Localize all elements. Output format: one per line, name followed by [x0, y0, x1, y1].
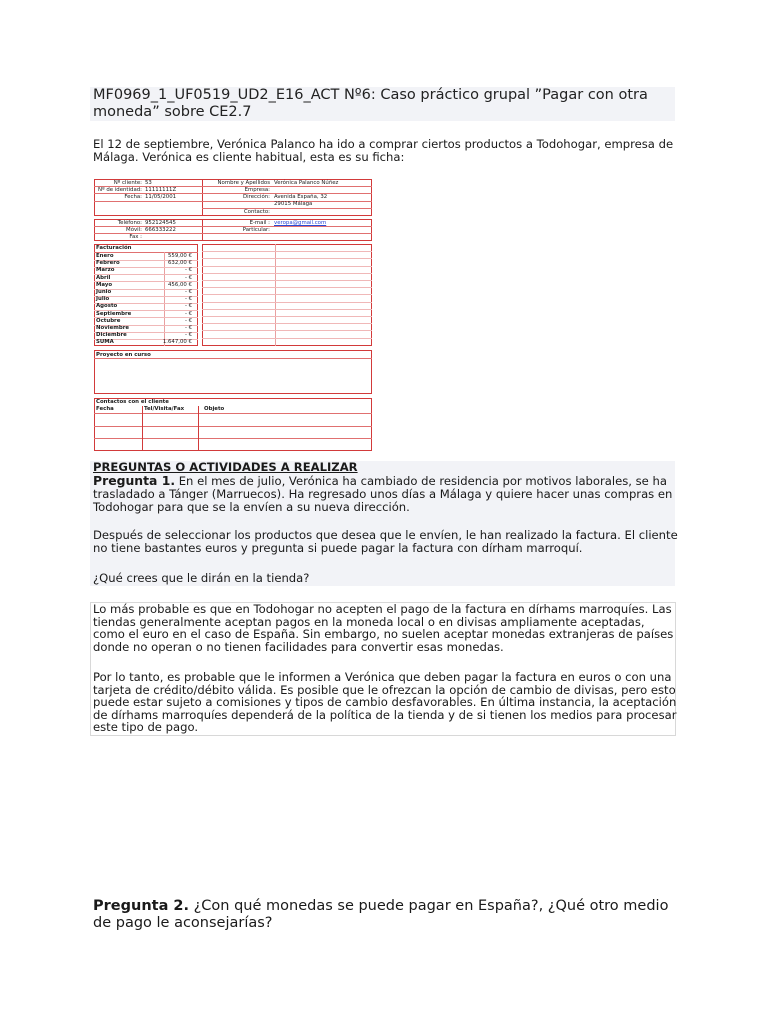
question-2-label: Pregunta 2. [93, 898, 189, 914]
mobile-label: Móvil: [126, 227, 142, 233]
client-number-label: Nº cliente: [113, 180, 142, 186]
date-label: Fecha: [124, 194, 142, 200]
billing-side-divider [202, 323, 372, 324]
particular-label: Particular: [242, 227, 270, 233]
contacts-heading: Contactos con el cliente [96, 399, 169, 405]
answer-paragraph-2: Por lo tanto, es probable que le informen a Verónica que deben pagar la factura en euros o con una tarjeta de crédito/débito válida. Es posible que le ofrezcan la opción de cambio de divisas, pero esto puede estar sujeto a comisiones y tipos de cambio desfavorables. En última instancia, la aceptación de dírhams marroquíes dependerá de la política de la tienda y de si tienen los medios para procesar este tipo de pago. [93, 670, 677, 735]
phone-value: 952124545 [145, 220, 176, 226]
billing-month-currency: € [188, 332, 192, 339]
intro-paragraph: El 12 de septiembre, Verónica Palanco ha ido a comprar ciertos productos a Todohogar, empresa de Málaga. Verónica es cliente habitual, esta es su ficha: [93, 137, 674, 165]
billing-side-divider [202, 251, 372, 252]
billing-month-value: 1.647,00 € [162, 339, 192, 346]
id-number-label: Nº de identidad: [98, 187, 142, 193]
billing-month-value: 632,00 € [167, 260, 192, 267]
billing-month-label: Enero [96, 253, 114, 259]
billing-heading: Facturación [96, 245, 132, 251]
billing-month-currency: € [188, 274, 192, 281]
question-1-label: Pregunta 1. [93, 473, 176, 488]
billing-month-label: Agosto [96, 303, 118, 310]
billing-month-currency: € [188, 296, 192, 303]
question-2-text: ¿Con qué monedas se puede pagar en España?, ¿Qué otro medio de pago le aconsejarías? [93, 898, 669, 931]
question-2 [93, 898, 678, 932]
address-line2: 29015 Málaga [274, 201, 313, 207]
billing-month-label: Junio [96, 289, 112, 295]
billing-month-value: - [185, 289, 187, 295]
billing-month-value: - [185, 332, 187, 339]
answer-paragraph-1: Lo más probable es que en Todohogar no acepten el pago de la factura en dírhams marroquíes. Las tiendas generalmente aceptan pagos en la moneda local o en divisas ampliamente aceptadas, como el euro en el caso de España. Sin embargo, no suelen aceptar monedas extranjeras de países donde no operan o no tienen facilidades para convertir esas monedas. [93, 602, 674, 654]
address-line1: Avenida España, 32 [274, 194, 328, 200]
contacts-col-object: Objeto [204, 406, 225, 412]
billing-side-divider [202, 316, 372, 317]
billing-side-divider [202, 309, 372, 310]
address-label: Dirección: [242, 194, 270, 200]
fax-label: Fax : [129, 234, 142, 240]
company-label: Empresa: [244, 187, 270, 193]
billing-month-label: Octubre [96, 317, 121, 324]
project-heading: Proyecto en curso [96, 352, 151, 358]
billing-month-label: Julio [96, 296, 110, 303]
billing-month-currency: € [188, 317, 192, 324]
billing-side-divider [202, 294, 372, 295]
client-card [94, 179, 372, 451]
billing-month-label: Noviembre [96, 325, 130, 331]
billing-side-divider [202, 258, 372, 259]
questions-heading: PREGUNTAS O ACTIVIDADES A REALIZAR [93, 460, 358, 474]
mobile-value: 666333222 [145, 227, 176, 233]
billing-month-value: - [185, 274, 187, 281]
email-label: E-mail : [249, 220, 270, 226]
billing-month-value: - [185, 310, 187, 317]
billing-month-label: Septiembre [96, 310, 132, 317]
name-label: Nombre y Apellidos [217, 180, 270, 186]
billing-side-divider [202, 330, 372, 331]
billing-month-value: 456,00 € [167, 281, 192, 288]
email-link[interactable]: veropa@gmail.com [274, 220, 327, 226]
billing-month-row [96, 339, 192, 346]
billing-month-currency: € [188, 267, 192, 274]
billing-side-divider [202, 287, 372, 288]
billing-month-label: Diciembre [96, 332, 127, 339]
question-1-text: En el mes de julio, Verónica ha cambiado de residencia por motivos laborales, se ha trasladado a Tánger (Marruecos). Ha regresado unos días a Málaga y quiere hacer unas compras en Todohogar para que se la envíen a su nueva dirección. [93, 474, 673, 514]
billing-side-divider [202, 302, 372, 303]
billing-side-divider [202, 280, 372, 281]
billing-month-currency: € [188, 310, 192, 317]
id-number: 11111111Z [145, 187, 177, 193]
billing-month-label: Febrero [96, 260, 120, 267]
billing-month-value: 559,00 € [167, 253, 192, 259]
contact-label: Contacto: [243, 209, 270, 215]
billing-month-value: - [185, 317, 187, 324]
phone-label: Teléfono: [117, 220, 142, 226]
page-title: MF0969_1_UF0519_UD2_E16_ACT Nº6: Caso práctico grupal ”Pagar con otra moneda” sobre CE2.7 [93, 87, 648, 120]
billing-month-currency: € [188, 325, 192, 331]
billing-month-label: Abril [96, 274, 111, 281]
question-1 [93, 474, 678, 514]
question-1-prompt: ¿Qué crees que le dirán en la tienda? [93, 571, 310, 585]
billing-month-label: Mayo [96, 281, 113, 288]
question-1-paragraph-2: Después de seleccionar los productos que desea que le envíen, le han realizado la factura. El cliente no tiene bastantes euros y pregunta si puede pagar la factura con dírham marroquí. [93, 528, 678, 555]
billing-month-label: SUMA [96, 339, 114, 346]
date-value: 11/05/2001 [145, 194, 177, 200]
billing-side-divider [202, 273, 372, 274]
billing-month-value: - [185, 267, 187, 274]
billing-month-label: Marzo [96, 267, 115, 274]
contacts-col-type: Tel/Visita/Fax [144, 406, 185, 412]
billing-month-value: - [185, 303, 187, 310]
billing-month-value: - [185, 296, 187, 303]
name-value: Verónica Palanco Núñez [274, 180, 339, 186]
billing-side-divider [202, 266, 372, 267]
billing-side-divider [202, 338, 372, 339]
client-number: 53 [145, 180, 152, 186]
billing-month-value: - [185, 325, 187, 331]
contacts-col-date: Fecha [96, 406, 114, 412]
billing-month-currency: € [188, 303, 192, 310]
billing-month-currency: € [188, 289, 192, 295]
